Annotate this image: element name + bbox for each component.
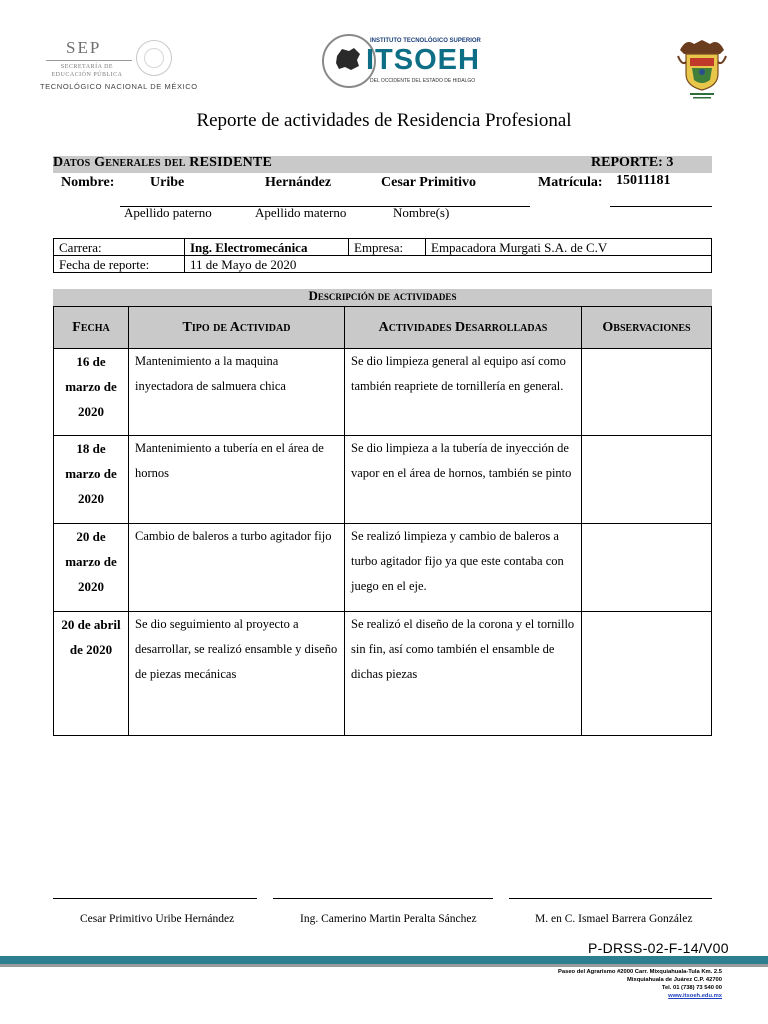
row-observaciones <box>582 612 712 736</box>
nombres-value: Cesar Primitivo <box>381 175 476 190</box>
signature-line-asesor-interno <box>509 898 712 899</box>
info-row-carrera <box>54 239 712 256</box>
row-observaciones <box>582 349 712 436</box>
apellido-materno-value: Hernández <box>265 175 332 190</box>
itsoeh-name: ITSOEH <box>366 44 480 76</box>
activities-header-row <box>54 307 712 349</box>
row-fecha: 20 de abril de 2020 <box>54 612 129 736</box>
sep-logo-rule <box>46 60 132 61</box>
sep-subtitle-line-1: SECRETARÍA DE <box>60 64 114 70</box>
row-desarrolladas: Se dio limpieza a la tubería de inyección de vapor en el área de hornos, también se pinto <box>345 436 582 524</box>
signature-line-residente <box>53 898 257 899</box>
row-observaciones <box>582 524 712 612</box>
apellido-paterno-caption: Apellido paterno <box>124 205 212 220</box>
header-observaciones: Observaciones <box>582 307 712 349</box>
tnm-label: TECNOLÓGICO NACIONAL DE MÉXICO <box>40 82 198 91</box>
document-code: P-DRSS-02-F-14/V00 <box>588 940 729 956</box>
row-observaciones <box>582 436 712 524</box>
row-fecha: 20 de marzo de 2020 <box>54 524 129 612</box>
nombres-caption: Nombre(s) <box>393 205 450 220</box>
sep-logo-subtitle <box>44 63 130 79</box>
header-tipo: Tipo de Actividad <box>129 307 345 349</box>
address-line-1: Paseo del Agrarismo #2000 Carr. Mixquiahuala-Tula Km. 2.5 <box>558 969 722 975</box>
row-tipo: Se dio seguimiento al proyecto a desarrollar, se realizó ensamble y diseño de piezas mecánicas <box>129 612 345 736</box>
itsoeh-bottom-line: DEL OCCIDENTE DEL ESTADO DE HIDALGO <box>370 78 476 84</box>
address-line-2: Mixquiahuala de Juárez C.P. 42700 <box>627 977 722 983</box>
row-desarrolladas: Se realizó el diseño de la corona y el tornillo sin fin, así como también el ensamble de dichas piezas <box>345 612 582 736</box>
row-tipo: Mantenimiento a la maquina inyectadora de salmuera chica <box>129 349 345 436</box>
header-desarrolladas: Actividades Desarrolladas <box>345 307 582 349</box>
sep-subtitle-line-2: EDUCACIÓN PÚBLICA <box>51 72 123 78</box>
info-row-fecha <box>54 256 712 273</box>
apellido-paterno-value: Uribe <box>150 175 185 190</box>
row-desarrolladas: Se realizó limpieza y cambio de baleros a turbo agitador fijo ya que este contaba con juego en el eje. <box>345 524 582 612</box>
info-table <box>53 238 712 273</box>
apellido-materno-caption: Apellido materno <box>255 205 347 220</box>
actividades-label: Descripción de actividades <box>308 288 457 303</box>
sep-logo-word: SEP <box>66 38 102 57</box>
itsoeh-top-line: INSTITUTO TECNOLÓGICO SUPERIOR <box>370 38 481 44</box>
footer-bar-grey <box>0 964 768 967</box>
website-link[interactable]: www.itsoeh.edu.mx <box>668 993 722 999</box>
table-row <box>54 612 712 736</box>
itsoeh-logo <box>322 34 481 90</box>
datos-generales-label: Datos Generales del RESIDENTE <box>53 155 272 170</box>
row-fecha: 18 de marzo de 2020 <box>54 436 129 524</box>
table-row <box>54 524 712 612</box>
empresa-label: Empresa: <box>349 239 426 256</box>
footer-address <box>558 968 722 1000</box>
sep-logo <box>40 38 198 94</box>
matricula-label: Matrícula: <box>538 175 603 190</box>
row-tipo: Mantenimiento a tubería en el área de hornos <box>129 436 345 524</box>
signature-name-asesor-externo: Ing. Camerino Martin Peralta Sánchez <box>300 913 477 925</box>
row-tipo: Cambio de baleros a turbo agitador fijo <box>129 524 345 612</box>
carrera-value: Ing. Electromecánica <box>185 239 349 256</box>
footer-bar-teal <box>0 956 768 964</box>
signature-name-asesor-interno: M. en C. Ismael Barrera González <box>535 913 693 925</box>
address-phone: Tel. 01 (738) 73 540 00 <box>661 985 722 991</box>
matricula-value: 15011181 <box>616 173 671 188</box>
mexico-seal-inner <box>144 48 164 68</box>
table-row <box>54 349 712 436</box>
activities-table <box>53 306 712 736</box>
nombre-label: Nombre: <box>61 175 115 190</box>
table-row <box>54 436 712 524</box>
row-desarrolladas: Se dio limpieza general al equipo así como también reapriete de tornillería en general. <box>345 349 582 436</box>
fecha-reporte-value: 11 de Mayo de 2020 <box>185 256 712 273</box>
signature-name-residente: Cesar Primitivo Uribe Hernández <box>80 913 235 925</box>
header-fecha: Fecha <box>54 307 129 349</box>
hidalgo-coat-of-arms-icon <box>676 36 728 102</box>
row-fecha: 16 de marzo de 2020 <box>54 349 129 436</box>
reporte-number: REPORTE: 3 <box>591 155 674 170</box>
matricula-underline <box>610 206 712 207</box>
carrera-label: Carrera: <box>54 239 185 256</box>
fecha-reporte-label: Fecha de reporte: <box>54 256 185 273</box>
report-title: Reporte de actividades de Residencia Profesional <box>196 110 572 131</box>
empresa-value: Empacadora Murgati S.A. de C.V <box>426 239 712 256</box>
hidalgo-map-icon <box>334 46 362 72</box>
signature-line-asesor-externo <box>273 898 493 899</box>
